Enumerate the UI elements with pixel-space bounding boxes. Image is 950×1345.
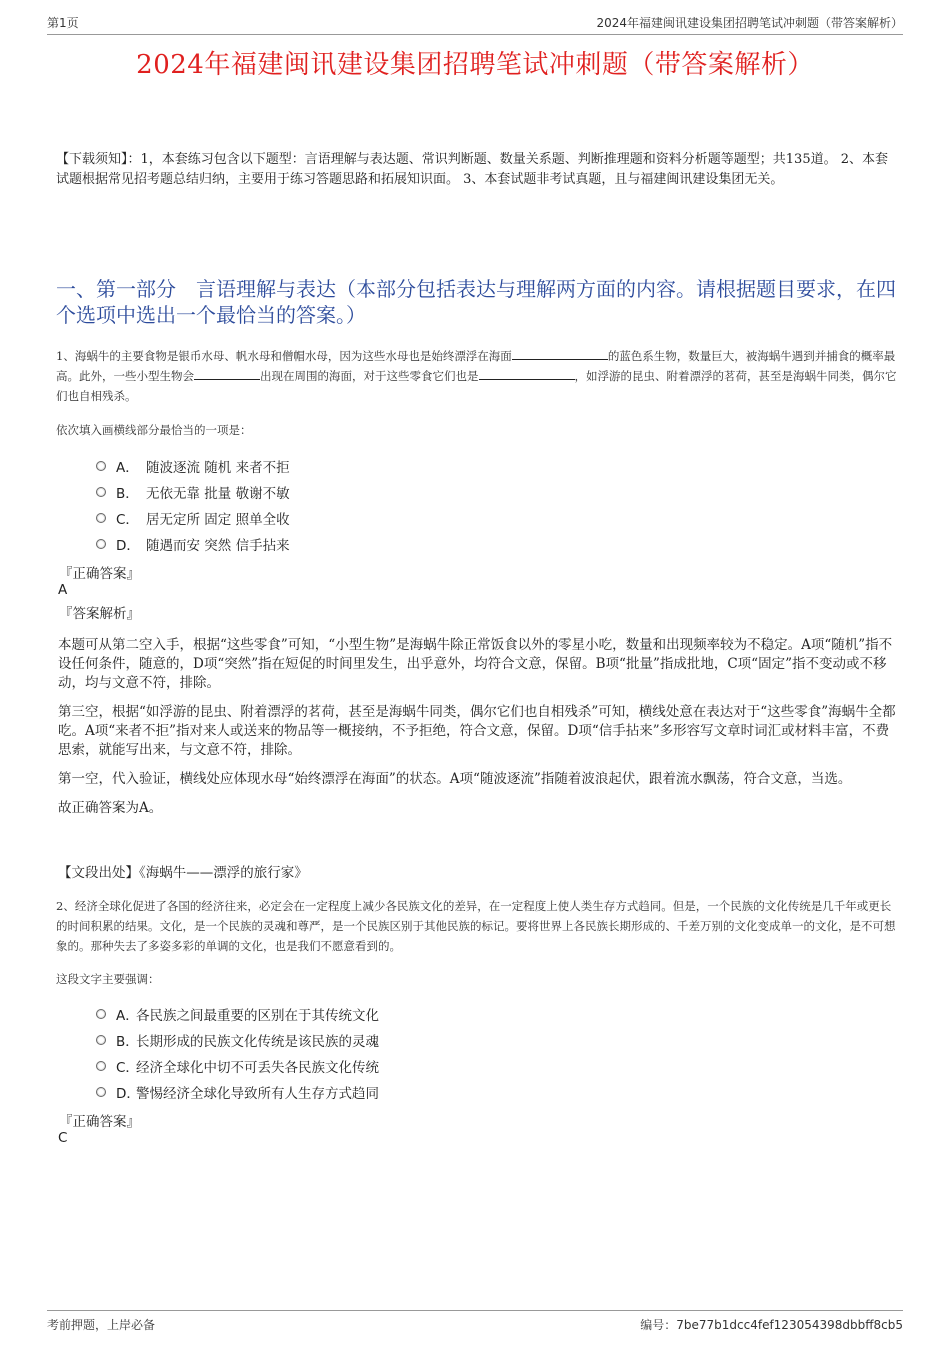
option-text: 经济全球化中切不可丢失各民族文化传统 <box>136 1060 379 1076</box>
question-1-prompt: 依次填入画横线部分最恰当的一项是： <box>56 423 252 437</box>
q1-option-b[interactable] <box>96 479 290 505</box>
question-2-prompt: 这段文字主要强调： <box>56 972 160 986</box>
footer-code <box>640 1316 903 1333</box>
q1-source: 【文段出处】《海蜗牛——漂浮的旅行家》 <box>58 865 308 881</box>
option-letter: B． <box>116 1034 139 1050</box>
analysis-paragraph: 第三空，根据“如浮游的昆虫、附着漂浮的茗荷，甚至是海蜗牛同类，偶尔它们也自相残杀”可知，横线处意在表达对于“这些零食”海蜗牛全都吃。A项“来者不拒”指对来人或送来的物品等一概接纳，不予拒绝，符合文意，保留。D项“信手拈来”多形容写文章时词汇或材料丰富，不费思索，就能写出来，与文意不符，排除。 <box>58 704 896 758</box>
radio-icon[interactable] <box>96 487 106 497</box>
q2-option-d[interactable] <box>96 1079 379 1105</box>
q2-answer: C <box>58 1130 68 1146</box>
option-text: 各民族之间最重要的区别在于其传统文化 <box>136 1008 379 1024</box>
blank-1 <box>512 347 608 360</box>
option-letter: D． <box>116 538 140 554</box>
section-heading: 一、第一部分 言语理解与表达（本部分包括表达与理解两方面的内容。请根据题目要求，在四个选项中选出一个最恰当的答案。） <box>56 277 896 327</box>
question-2-text: 2、经济全球化促进了各国的经济往来，必定会在一定程度上减少各民族文化的差异，在一定程度上使人类生存方式趋同。但是，一个民族的文化传统是几千年或更长的时间积累的结果。文化，是一个民族的灵魂和尊严，是一个民族区别于其他民族的标记。要将世界上各民族长期形成的、千差万别的文化变成单一的文化，是不可想象的。那种失去了多姿多彩的单调的文化，也是我们不愿意看到的。 <box>56 899 896 953</box>
radio-icon[interactable] <box>96 539 106 549</box>
q1-text-part3: 出现在周围的海面，对于这些零食它们也是 <box>260 369 479 383</box>
q1-text-part1: 1、海蜗牛的主要食物是银币水母、帆水母和僧帽水母，因为这些水母也是始终漂浮在海面 <box>56 349 512 363</box>
radio-icon[interactable] <box>96 513 106 523</box>
q2-answer-label: 『正确答案』 <box>59 1114 140 1130</box>
question-1-text <box>56 346 898 406</box>
q1-answer-label: 『正确答案』 <box>59 566 140 582</box>
analysis-paragraph: 本题可从第二空入手，根据“这些零食”可知，“小型生物”是海蜗牛除正常饭食以外的零星小吃，数量和出现频率较为不稳定。A项“随机”指不设任何条件，随意的，D项“突然”指在短促的时间里发生，出乎意外，均符合文意，保留。B项“批量”指成批地，C项“固定”指不变动或不移动，均与文意不符，排除。 <box>58 637 893 691</box>
radio-icon[interactable] <box>96 1009 106 1019</box>
option-letter: C． <box>116 512 139 528</box>
radio-icon[interactable] <box>96 1087 106 1097</box>
question-2-options <box>96 1001 379 1105</box>
option-letter: D． <box>116 1086 140 1102</box>
q1-analysis <box>58 636 900 828</box>
footer-code-label: 编号： <box>640 1318 677 1332</box>
q1-analysis-label: 『答案解析』 <box>59 606 140 622</box>
footer-slogan: 考前押题，上岸必备 <box>47 1318 156 1332</box>
question-1-options <box>96 453 290 557</box>
page-header <box>47 14 903 35</box>
option-text: 长期形成的民族文化传统是该民族的灵魂 <box>136 1034 379 1050</box>
q1-text-part4: ，如浮游的昆虫、附着漂浮的茗荷，甚至是海蜗牛同类，偶尔它们也自相残杀。 <box>56 369 897 403</box>
option-text: 无依无靠 批量 敬谢不敏 <box>146 486 290 502</box>
page-footer <box>47 1310 903 1333</box>
option-text: 居无定所 固定 照单全收 <box>146 512 290 528</box>
blank-3 <box>479 367 575 380</box>
analysis-paragraph: 故正确答案为A。 <box>58 800 163 816</box>
option-letter: C． <box>116 1060 139 1076</box>
q2-option-b[interactable] <box>96 1027 379 1053</box>
download-notice: 【下载须知】：1，本套练习包含以下题型：言语理解与表达题、常识判断题、数量关系题、判断推理题和资料分析题等题型；共135道。 2、本套试题根据常见招考题总结归纳，主要用于练习答题思路和拓展知识面。 3、本套试题非考试真题，且与福建闽讯建设集团无关。 <box>56 152 888 187</box>
option-text: 随波逐流 随机 来者不拒 <box>146 460 290 476</box>
q2-option-a[interactable] <box>96 1001 379 1027</box>
q1-option-a[interactable] <box>96 453 290 479</box>
option-letter: A． <box>116 1008 139 1024</box>
q1-answer: A <box>58 582 68 598</box>
radio-icon[interactable] <box>96 1035 106 1045</box>
q2-option-c[interactable] <box>96 1053 379 1079</box>
analysis-paragraph: 第一空，代入验证，横线处应体现水母“始终漂浮在海面”的状态。A项“随波逐流”指随着波浪起伏，跟着流水飘荡，符合文意，当选。 <box>58 771 852 787</box>
option-letter: B． <box>116 486 139 502</box>
q1-option-d[interactable] <box>96 531 290 557</box>
page-title: 2024年福建闽讯建设集团招聘笔试冲刺题（带答案解析） <box>136 50 814 80</box>
page-number: 第1页 <box>47 16 79 30</box>
footer-code-value: 7be77b1dcc4fef123054398dbbff8cb5 <box>676 1318 903 1332</box>
q1-option-c[interactable] <box>96 505 290 531</box>
header-doc-title: 2024年福建闽讯建设集团招聘笔试冲刺题（带答案解析） <box>596 16 903 30</box>
q1-text-part2: 的蓝色系生物，数量巨大，被海蜗牛遇到并捕食的概率最高。此外，一些小型生物会 <box>56 349 896 383</box>
option-letter: A． <box>116 460 139 476</box>
radio-icon[interactable] <box>96 461 106 471</box>
option-text: 随遇而安 突然 信手拈来 <box>146 538 290 554</box>
radio-icon[interactable] <box>96 1061 106 1071</box>
option-text: 警惕经济全球化导致所有人生存方式趋同 <box>136 1086 379 1102</box>
blank-2 <box>194 367 260 380</box>
